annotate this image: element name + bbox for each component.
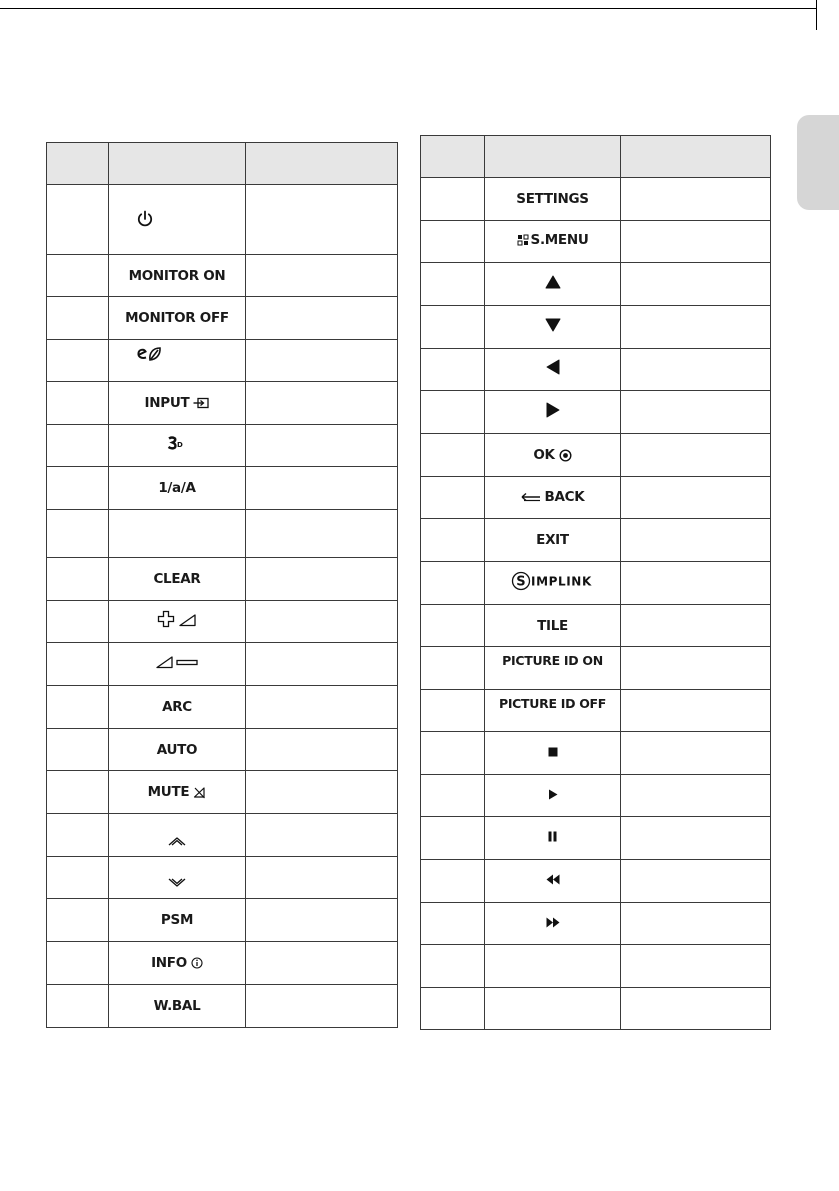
- smenu-icon: [517, 234, 529, 246]
- header-cell-button: [109, 143, 246, 185]
- picture-id-off-label: PICTURE ID OFF: [498, 696, 607, 711]
- table-row: [47, 382, 398, 425]
- left-button: [546, 359, 560, 375]
- stop-icon: [548, 747, 558, 757]
- table-row: [421, 562, 771, 605]
- arc-label: ARC: [162, 699, 192, 715]
- table-row: [421, 477, 771, 519]
- table-row: [421, 988, 771, 1030]
- back-label: BACK: [544, 488, 585, 505]
- remote-buttons-table-left: [46, 142, 398, 1028]
- page-top-rule: [0, 8, 816, 9]
- 3d-icon: [167, 436, 187, 450]
- info-label: INFO: [151, 955, 187, 971]
- table-row: [47, 729, 398, 771]
- table-row: [47, 771, 398, 814]
- pause-icon: [548, 831, 557, 842]
- button-cell: [485, 605, 621, 647]
- table-header-row: [47, 143, 398, 185]
- remote-buttons-table-right: [420, 135, 771, 1030]
- button-cell: [485, 775, 621, 817]
- table-row: [47, 899, 398, 942]
- button-cell: [109, 942, 246, 985]
- input-label: INPUT: [144, 395, 190, 411]
- table-row: [421, 391, 771, 434]
- rewind-icon: [546, 874, 560, 885]
- energy-saving-button: [136, 346, 162, 362]
- header-cell-number: [47, 143, 109, 185]
- table-row: [47, 643, 398, 686]
- button-cell: [485, 221, 621, 263]
- monitor-on-label: MONITOR ON: [128, 267, 226, 284]
- stop-button: [548, 747, 558, 757]
- mute-button: [148, 784, 207, 800]
- button-cell: [109, 510, 246, 558]
- button-cell: [485, 647, 621, 690]
- button-cell: [109, 729, 246, 771]
- header-cell-button: [485, 136, 621, 178]
- pause-button: [548, 831, 557, 842]
- clear-label: CLEAR: [153, 571, 201, 587]
- arrow-right-icon: [546, 402, 560, 418]
- brightness-down-icon: [167, 877, 187, 889]
- table-row: [421, 306, 771, 349]
- table-row: [421, 434, 771, 477]
- volume-up-button: [157, 610, 197, 628]
- right-button: [546, 402, 560, 418]
- table-row: [47, 510, 398, 558]
- back-button: [521, 489, 585, 505]
- button-cell: [109, 601, 246, 643]
- table-row: [421, 732, 771, 775]
- table-row: [421, 178, 771, 221]
- button-cell: [109, 467, 246, 510]
- button-cell: [485, 690, 621, 732]
- smenu-button: [517, 232, 589, 248]
- button-cell: [485, 306, 621, 349]
- button-cell: [109, 771, 246, 814]
- info-button: [151, 955, 203, 971]
- table-row: [421, 605, 771, 647]
- header-cell-description: [246, 143, 398, 185]
- header-cell-description: [621, 136, 771, 178]
- button-cell: [485, 988, 621, 1030]
- table-row: [47, 985, 398, 1028]
- button-cell: [109, 814, 246, 857]
- power-button: [136, 210, 154, 228]
- brightness-up-button: [167, 835, 187, 847]
- table-row: [47, 857, 398, 899]
- table-header-row: [421, 136, 771, 178]
- settings-label: SETTINGS: [516, 191, 589, 207]
- svg-text:D: D: [177, 441, 183, 449]
- white-balance-label: W.BAL: [153, 998, 201, 1014]
- table-row: [47, 558, 398, 601]
- ok-button: [533, 447, 571, 463]
- table-row: [47, 425, 398, 467]
- table-row: [47, 297, 398, 340]
- smenu-label: S.MENU: [530, 232, 589, 248]
- button-cell: [109, 382, 246, 425]
- table-row: [421, 860, 771, 903]
- fast-forward-icon: [546, 917, 560, 928]
- arrow-left-icon: [546, 359, 560, 375]
- ok-icon: [559, 449, 572, 462]
- info-icon: [191, 957, 203, 969]
- psm-label: PSM: [160, 912, 194, 928]
- button-cell: [485, 477, 621, 519]
- button-cell: [109, 255, 246, 297]
- monitor-off-label: MONITOR OFF: [125, 310, 229, 326]
- table-row: [421, 221, 771, 263]
- input-button: [145, 395, 210, 411]
- simplink-button: [511, 571, 595, 591]
- table-row: [421, 263, 771, 306]
- page-crop-mark: [816, 0, 817, 30]
- table-row: [47, 467, 398, 510]
- language-tab: [797, 115, 839, 210]
- ok-label: OK: [533, 447, 555, 463]
- brightness-down-button: [167, 877, 187, 889]
- button-cell: [109, 340, 246, 382]
- button-cell: [485, 732, 621, 775]
- input-mode-label: 1/a/A: [158, 480, 196, 496]
- mute-icon: [193, 786, 206, 799]
- brightness-up-icon: [167, 835, 187, 847]
- volume-down-button: [155, 654, 199, 670]
- button-cell: [485, 178, 621, 221]
- table-row: [421, 647, 771, 690]
- table-row: [47, 340, 398, 382]
- arrow-down-icon: [545, 318, 561, 332]
- table-row: [421, 945, 771, 988]
- rewind-button: [546, 874, 560, 885]
- table-row: [421, 903, 771, 945]
- button-cell: [485, 945, 621, 988]
- button-cell: [109, 643, 246, 686]
- table-row: [421, 519, 771, 562]
- button-cell: [109, 558, 246, 601]
- button-cell: [485, 391, 621, 434]
- button-cell: [109, 185, 246, 255]
- mute-label: MUTE: [147, 784, 190, 800]
- table-row: [47, 814, 398, 857]
- play-icon: [548, 789, 558, 800]
- volume-up-icon: [157, 610, 197, 628]
- simplink-icon: [511, 571, 595, 591]
- button-cell: [485, 349, 621, 391]
- volume-down-icon: [155, 654, 199, 670]
- energy-saving-icon: [136, 346, 162, 362]
- button-cell: [485, 434, 621, 477]
- button-cell: [109, 857, 246, 899]
- button-cell: [485, 903, 621, 945]
- power-icon: [136, 210, 154, 228]
- table-row: [421, 817, 771, 860]
- down-button: [545, 318, 561, 332]
- up-button: [545, 275, 561, 289]
- tile-label: TILE: [537, 617, 568, 634]
- button-cell: [109, 985, 246, 1028]
- picture-id-on-label: PICTURE ID ON: [502, 653, 603, 668]
- button-cell: [485, 519, 621, 562]
- button-cell: [485, 263, 621, 306]
- table-row: [47, 942, 398, 985]
- button-cell: [485, 817, 621, 860]
- button-cell: [485, 562, 621, 605]
- button-cell: [109, 899, 246, 942]
- input-icon: [193, 397, 209, 409]
- arrow-up-icon: [545, 275, 561, 289]
- auto-label: AUTO: [156, 741, 198, 758]
- svg-text:IMPLINK: IMPLINK: [530, 574, 592, 588]
- exit-label: EXIT: [536, 532, 569, 548]
- table-row: [421, 690, 771, 732]
- button-cell: [109, 425, 246, 467]
- 3d-button: [167, 436, 187, 450]
- table-row: [421, 775, 771, 817]
- table-row: [47, 601, 398, 643]
- svg-text:S: S: [515, 574, 525, 589]
- button-cell: [109, 297, 246, 340]
- table-row: [47, 185, 398, 255]
- table-row: [47, 255, 398, 297]
- table-row: [47, 686, 398, 729]
- fast-forward-button: [546, 917, 560, 928]
- button-cell: [109, 686, 246, 729]
- back-icon: [521, 492, 541, 502]
- header-cell-number: [421, 136, 485, 178]
- table-row: [421, 349, 771, 391]
- button-cell: [485, 860, 621, 903]
- play-button: [548, 789, 558, 800]
